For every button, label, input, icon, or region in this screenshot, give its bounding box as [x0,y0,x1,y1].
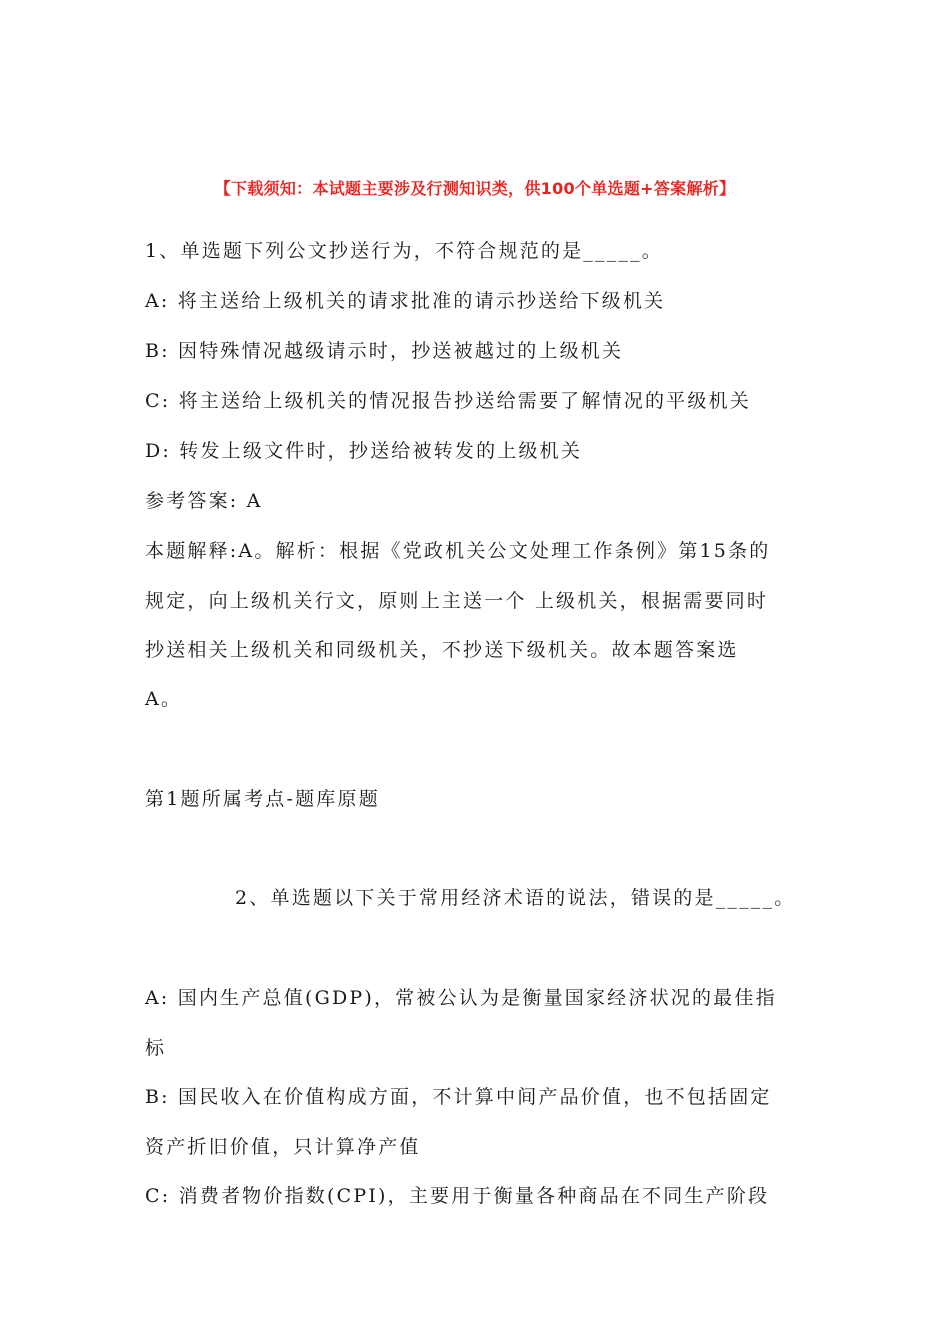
q2-option-b-line-1: B: 国民收入在价值构成方面，不计算中间产品价值，也不包括固定 [145,1086,772,1108]
q1-option-c: C: 将主送给上级机关的情况报告抄送给需要了解情况的平级机关 [145,390,751,412]
q2-option-b-line-2: 资产折旧价值，只计算净产值 [145,1136,421,1158]
q2-option-c-line-1: C: 消费者物价指数(CPI)，主要用于衡量各种商品在不同生产阶段 [145,1185,770,1207]
q1-explanation-line-2: 规定，向上级机关行文，原则上主送一个 上级机关，根据需要同时 [145,590,769,612]
download-notice: 【下载须知：本试题主要涉及行测知识类，供100个单选题+答案解析】 [214,179,736,198]
q1-option-a: A: 将主送给上级机关的请求批准的请示抄送给下级机关 [145,290,666,312]
q1-question: 1、单选题下列公文抄送行为，不符合规范的是_____。 [145,240,663,262]
q2-option-a-line-2: 标 [145,1037,167,1059]
q1-explanation-line-3: 抄送相关上级机关和同级机关，不抄送下级机关。故本题答案选 [145,639,739,661]
q1-option-b: B: 因特殊情况越级请示时，抄送被越过的上级机关 [145,340,624,362]
q2-option-a-line-1: A: 国内生产总值(GDP)，常被公认为是衡量国家经济状况的最佳指 [145,987,777,1009]
q2-question: 2、单选题以下关于常用经济术语的说法，错误的是_____。 [235,887,796,909]
q1-source: 第1题所属考点-题库原题 [145,788,380,810]
q1-explanation-line-4: A。 [145,688,183,710]
q1-explanation-line-1: 本题解释:A。解析：根据《党政机关公文处理工作条例》第15条的 [145,540,771,562]
q1-option-d: D: 转发上级文件时，抄送给被转发的上级机关 [145,440,583,462]
q1-answer: 参考答案: A [145,490,263,512]
